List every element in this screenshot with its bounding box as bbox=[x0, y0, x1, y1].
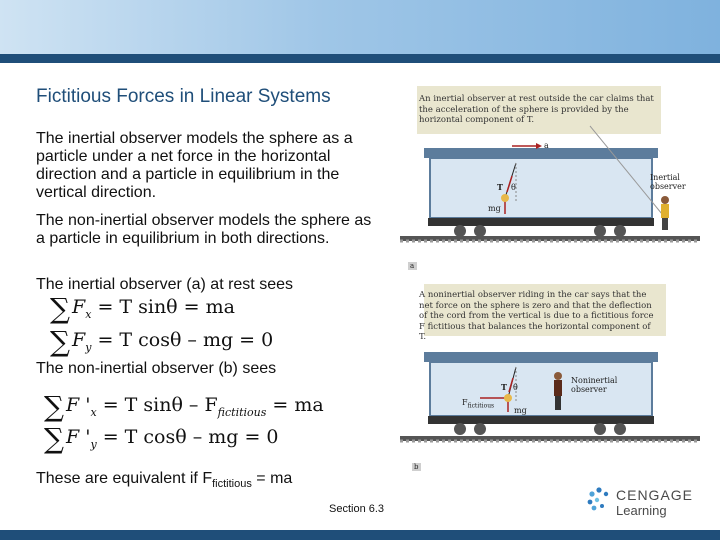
footer-rule bbox=[0, 530, 720, 540]
paragraph-equivalence: These are equivalent if $F_{fictitious}$ = ma bbox=[36, 470, 293, 491]
sphere-a bbox=[501, 194, 509, 202]
tension-label-b: T bbox=[501, 382, 507, 392]
equation-noninertial-x: ∑ F '$_x = T$ sinθ – $F_{fictitious}$ = ma bbox=[44, 390, 324, 423]
train-car-figure bbox=[400, 86, 700, 476]
equation-inertial-y: ∑ $F_y = T$ cosθ – mg = 0 bbox=[50, 325, 274, 358]
header-rule bbox=[0, 54, 720, 63]
paragraph-noninertial-model: The non-inertial observer models the sphere as a particle in equilibrium in both directions. bbox=[36, 212, 372, 247]
slide-title: Fictitious Forces in Linear Systems bbox=[36, 86, 331, 107]
logo-word-cengage: CENGAGE bbox=[616, 487, 694, 503]
logo-word-learning: Learning bbox=[616, 503, 667, 518]
train-car-a bbox=[424, 148, 658, 237]
paragraph-inertial-model: The inertial observer models the sphere as a particle under a net force in the horizontal direction and a particle in equilibrium in the vertical direction. bbox=[36, 130, 353, 201]
train-car-b bbox=[424, 352, 658, 435]
sphere-b bbox=[504, 394, 512, 402]
equation-inertial-x: ∑ $F_x = T$ sinθ = ma bbox=[50, 292, 235, 325]
equation-noninertial-y: ∑ F '$_y = T$ cosθ – mg = 0 bbox=[44, 422, 279, 455]
observer-label-b: Noninertial observer bbox=[571, 376, 618, 394]
header-band bbox=[0, 0, 720, 54]
weight-label-b: mg bbox=[514, 406, 527, 415]
paragraph-noninertial-sees: The non-inertial observer (b) sees bbox=[36, 360, 277, 377]
noninertial-observer-figure bbox=[554, 372, 562, 410]
theta-label-b: θ bbox=[513, 383, 518, 392]
panel-letter-a: a bbox=[410, 262, 415, 270]
inertial-observer-figure bbox=[661, 196, 669, 230]
paragraph-inertial-sees: The inertial observer (a) at rest sees bbox=[36, 276, 293, 293]
caption-panel-a: An inertial observer at rest outside the car claims that the acceleration of the sphere is provided by the horizontal component of T. bbox=[419, 94, 654, 125]
accel-label: a bbox=[544, 141, 549, 150]
cengage-logo bbox=[586, 486, 706, 518]
theta-label-a: θ bbox=[511, 183, 516, 192]
fictitious-label: $F_{fictitious}$ bbox=[462, 398, 495, 410]
footer-section: Section 6.3 bbox=[329, 503, 385, 515]
observer-label-a: Inertial observer bbox=[650, 173, 686, 191]
panel-letter-b: b bbox=[414, 463, 419, 471]
cengage-dots-icon bbox=[586, 486, 612, 514]
weight-label-a: mg bbox=[488, 204, 501, 213]
caption-panel-b: A noninertial observer riding in the car says that the net force on the sphere is zero and that the deflection of the cord from the vertical is due to a fictitious force F fictitious that balances the horizontal component of T. bbox=[419, 290, 654, 342]
tension-label-a: T bbox=[497, 182, 503, 192]
